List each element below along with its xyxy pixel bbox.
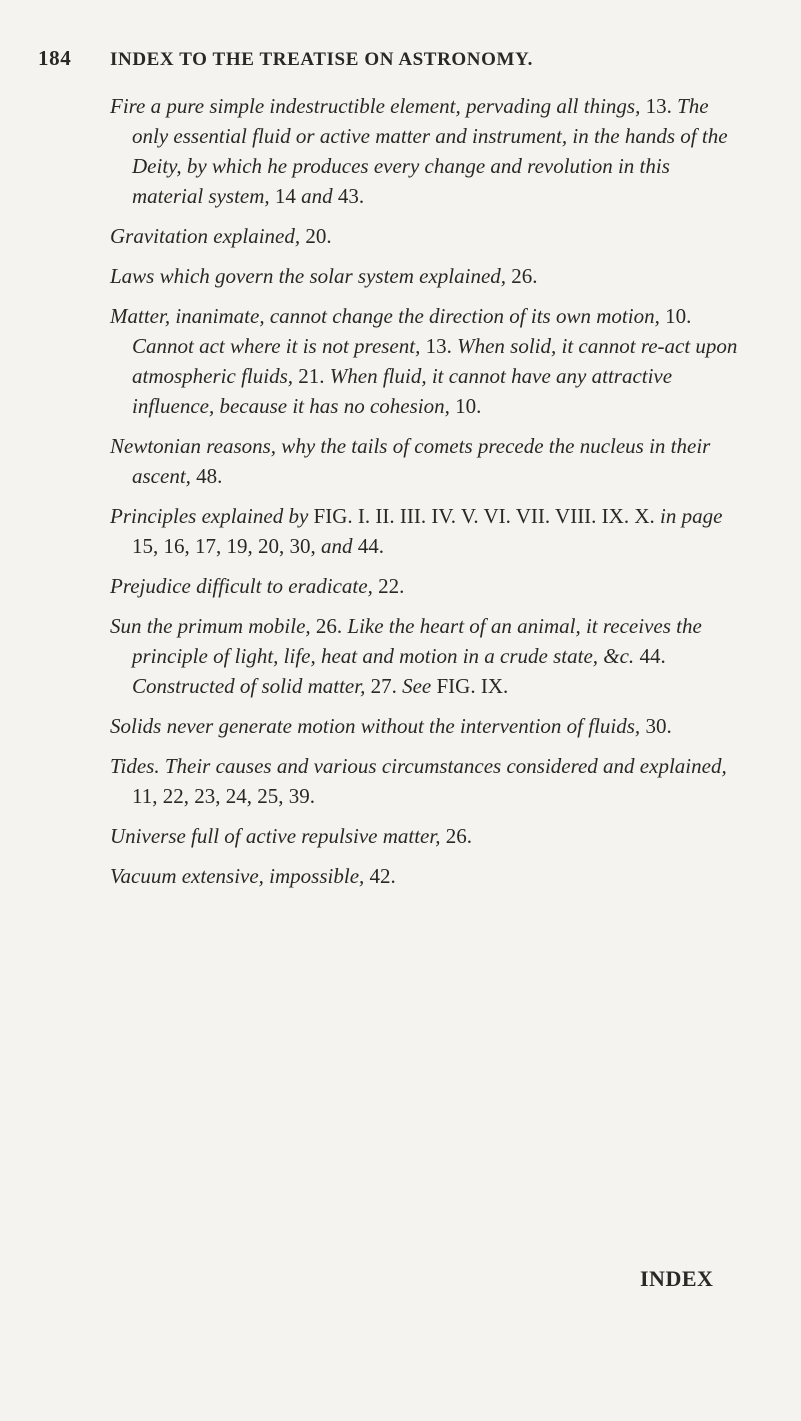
index-entry	[110, 751, 741, 811]
entry-reference: 44.	[634, 644, 666, 668]
entry-italic-text: The only essential fluid or active matter and instrument, in the hands of the Deity, by which he produces every change and revolution in this material system,	[132, 94, 728, 208]
running-header	[38, 46, 741, 71]
entry-reference: 26.	[440, 824, 472, 848]
entry-reference: 22.	[372, 574, 405, 598]
entry-heading: Newtonian reasons, why the tails of comets precede the nucleus in their ascent,	[110, 434, 711, 488]
entry-heading: Gravitation explained,	[110, 224, 301, 248]
entry-reference: 26.	[506, 264, 538, 288]
index-entry	[110, 301, 741, 421]
entry-reference: 44.	[352, 534, 384, 558]
index-entries	[110, 91, 741, 891]
index-entry	[110, 431, 741, 491]
entry-reference: FIG. IX.	[431, 674, 509, 698]
entry-heading: Principles explained by	[110, 504, 309, 528]
entry-heading: Sun the primum mobile,	[110, 614, 311, 638]
entry-reference: 15, 16, 17, 19, 20, 30,	[132, 534, 321, 558]
entry-italic-text: Cannot act where it is not present,	[132, 334, 421, 358]
entry-heading: Solids never generate motion without the intervention of fluids,	[110, 714, 641, 738]
entry-reference: 10.	[449, 394, 482, 418]
entry-reference: 13.	[640, 94, 678, 118]
catchword: INDEX	[640, 1266, 714, 1291]
entry-reference: FIG. I. II. III. IV. V. VI. VII. VIII. IX. X.	[308, 504, 661, 528]
page-number: 184	[38, 46, 72, 70]
entry-italic-text: See	[402, 674, 432, 698]
entry-heading: Matter, inanimate, cannot change the direction of its own motion,	[110, 304, 660, 328]
index-entry	[110, 821, 741, 851]
entry-heading: Vacuum extensive, impossible,	[110, 864, 365, 888]
entry-italic-text: and	[301, 184, 333, 208]
running-title: INDEX TO THE TREATISE ON ASTRONOMY.	[110, 49, 533, 70]
entry-reference: 13.	[420, 334, 458, 358]
entry-reference: 14	[269, 184, 302, 208]
index-entry	[110, 221, 741, 251]
entry-reference: 42.	[364, 864, 396, 888]
entry-reference: 20.	[300, 224, 332, 248]
index-entry	[110, 91, 741, 211]
entry-heading: Universe full of active repulsive matter,	[110, 824, 441, 848]
entry-heading: Laws which govern the solar system explained,	[110, 264, 507, 288]
index-entry	[110, 261, 741, 291]
index-entry	[110, 501, 741, 561]
index-entry	[110, 861, 741, 891]
entry-reference: 26.	[310, 614, 348, 638]
entry-heading: Prejudice difficult to eradicate,	[110, 574, 373, 598]
entry-italic-text: in page	[660, 504, 723, 528]
entry-reference: 27.	[365, 674, 403, 698]
entry-italic-text: Constructed of solid matter,	[132, 674, 366, 698]
entry-italic-text: When fluid, it cannot have any attractive influence, because it has no cohesion,	[132, 364, 673, 418]
entry-reference: 43.	[332, 184, 365, 208]
entry-heading: Fire a pure simple indestructible element, pervading all things,	[110, 94, 641, 118]
entry-reference: 30.	[640, 714, 672, 738]
entry-reference: 48.	[190, 464, 223, 488]
entry-reference: 11, 22, 23, 24, 25, 39.	[132, 784, 315, 808]
index-entry	[110, 611, 741, 701]
entry-heading: Tides. Their causes and various circumstances considered and explained,	[110, 754, 727, 778]
entry-italic-text: and	[321, 534, 353, 558]
entry-italic-text: When solid, it cannot re-act upon atmospheric fluids,	[132, 334, 738, 388]
entry-reference: 21.	[293, 364, 330, 388]
entry-reference: 10.	[659, 304, 692, 328]
entry-italic-text: Like the heart of an animal, it receives the principle of light, life, heat and motion in a crude state, &c.	[132, 614, 702, 668]
index-entry	[110, 711, 741, 741]
index-entry	[110, 571, 741, 601]
